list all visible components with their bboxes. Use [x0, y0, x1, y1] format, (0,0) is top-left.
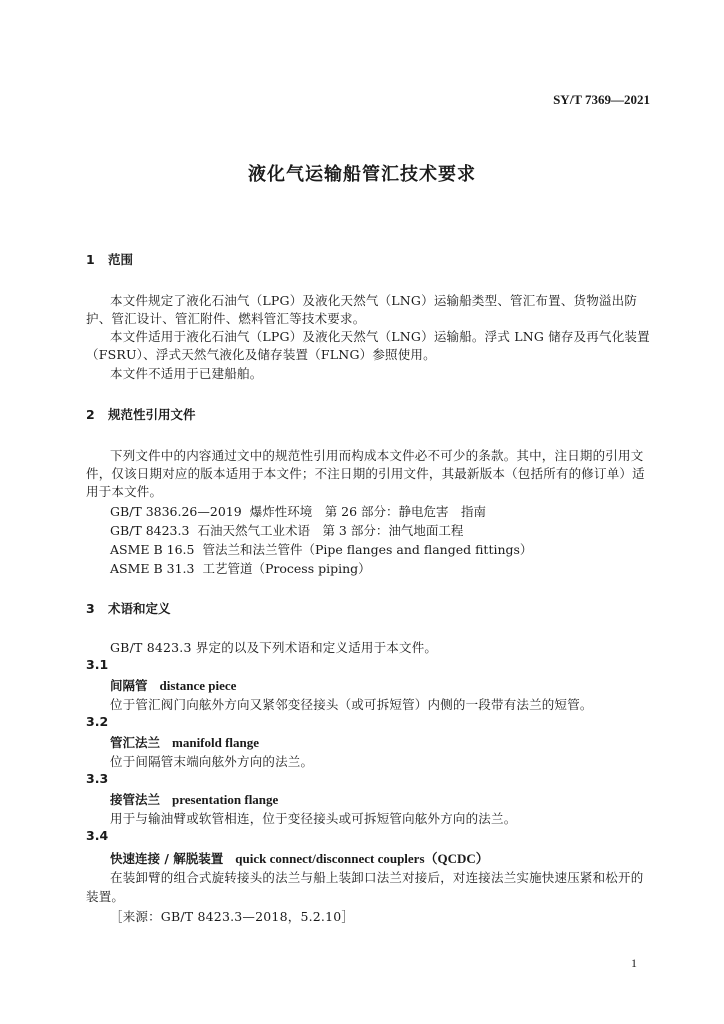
term-zh: 接管法兰 — [110, 792, 161, 807]
reference-item — [110, 559, 379, 577]
term-zh: 间隔管 — [110, 678, 148, 693]
reference-title: 爆炸性环境 第 26 部分：静电危害 指南 — [249, 504, 487, 519]
standard-number: SY/T 7369—2021 — [553, 92, 650, 107]
document-title: 液化气运输船管汇技术要求 — [248, 164, 476, 185]
section-title: 术语和定义 — [108, 601, 171, 616]
term-en: distance piece — [159, 678, 237, 693]
term-en: presentation flange — [172, 792, 279, 807]
term-heading — [110, 733, 259, 751]
term-number: 3.3 — [86, 771, 109, 786]
term-number: 3.4 — [86, 828, 109, 843]
term-definition: 位于间隔管末端向舷外方向的法兰。 — [110, 754, 314, 769]
term-definition: 用于与输油臂或软管相连，位于变径接头或可拆短管向舷外方向的法兰。 — [110, 811, 517, 826]
term-source: ［来源：GB/T 8423.3—2018，5.2.10］ — [110, 909, 355, 924]
section-2-heading — [86, 405, 196, 423]
reference-title: 管法兰和法兰管件（Pipe flanges and flanged fittings） — [202, 542, 533, 557]
section-number: 3 — [86, 601, 95, 616]
term-zh: 管汇法兰 — [110, 735, 161, 750]
paragraph-line: 本文件规定了液化石油气（LPG）及液化天然气（LNG）运输船类型、管汇布置、货物溢出防 — [110, 293, 638, 308]
paragraph-line: 护、管汇设计、管汇附件、燃料管汇等技术要求。 — [86, 311, 366, 326]
term-heading — [110, 790, 278, 808]
reference-code: ASME B 31.3 — [110, 561, 195, 576]
term-en: manifold flange — [172, 735, 260, 750]
section-number: 2 — [86, 407, 95, 422]
reference-item — [110, 521, 471, 539]
term-definition: 位于管汇阀门向舷外方向又紧邻变径接头（或可拆短管）内侧的一段带有法兰的短管。 — [110, 697, 593, 712]
page-number: 1 — [631, 956, 637, 970]
section-title: 范围 — [108, 252, 134, 267]
term-heading — [110, 848, 489, 867]
term-definition: 在装卸臂的组合式旋转接头的法兰与船上装卸口法兰对接后，对连接法兰实施快速压紧和松开的 — [110, 870, 644, 885]
paragraph-line: 下列文件中的内容通过文中的规范性引用而构成本文件必不可少的条款。其中，注日期的引用文 — [110, 448, 644, 463]
section-1-heading — [86, 250, 133, 268]
reference-code: ASME B 16.5 — [110, 542, 195, 557]
section-number: 1 — [86, 252, 95, 267]
paragraph-line: 本文件适用于液化石油气（LPG）及液化天然气（LNG）运输船。浮式 LNG 储存及再气化装置 — [110, 329, 650, 344]
term-number: 3.1 — [86, 657, 109, 672]
reference-item — [110, 540, 540, 558]
term-heading — [110, 676, 236, 694]
paragraph-line: 件，仅该日期对应的版本适用于本文件；不注日期的引用文件，其最新版本（包括所有的修订单）适 — [86, 466, 645, 481]
section-3-heading — [86, 599, 171, 617]
term-number: 3.2 — [86, 714, 109, 729]
paragraph-line: GB/T 8423.3 界定的以及下列术语和定义适用于本文件。 — [110, 640, 438, 655]
reference-code: GB/T 3836.26—2019 — [110, 504, 242, 519]
reference-title: 工艺管道（Process piping） — [202, 561, 371, 576]
paragraph-line: 用于本文件。 — [86, 484, 163, 499]
section-title: 规范性引用文件 — [108, 407, 196, 422]
term-en: quick connect/disconnect couplers（QCDC） — [235, 851, 489, 866]
reference-item — [110, 502, 494, 520]
paragraph-line: 本文件不适用于已建船舶。 — [110, 366, 263, 381]
paragraph-line: （FSRU）、浮式天然气液化及储存装置（FLNG）参照使用。 — [86, 347, 436, 362]
reference-code: GB/T 8423.3 — [110, 523, 190, 538]
term-zh: 快速连接 / 解脱装置 — [110, 851, 224, 866]
reference-title: 石油天然气工业术语 第 3 部分：油气地面工程 — [197, 523, 464, 538]
term-definition: 装置。 — [86, 889, 125, 904]
